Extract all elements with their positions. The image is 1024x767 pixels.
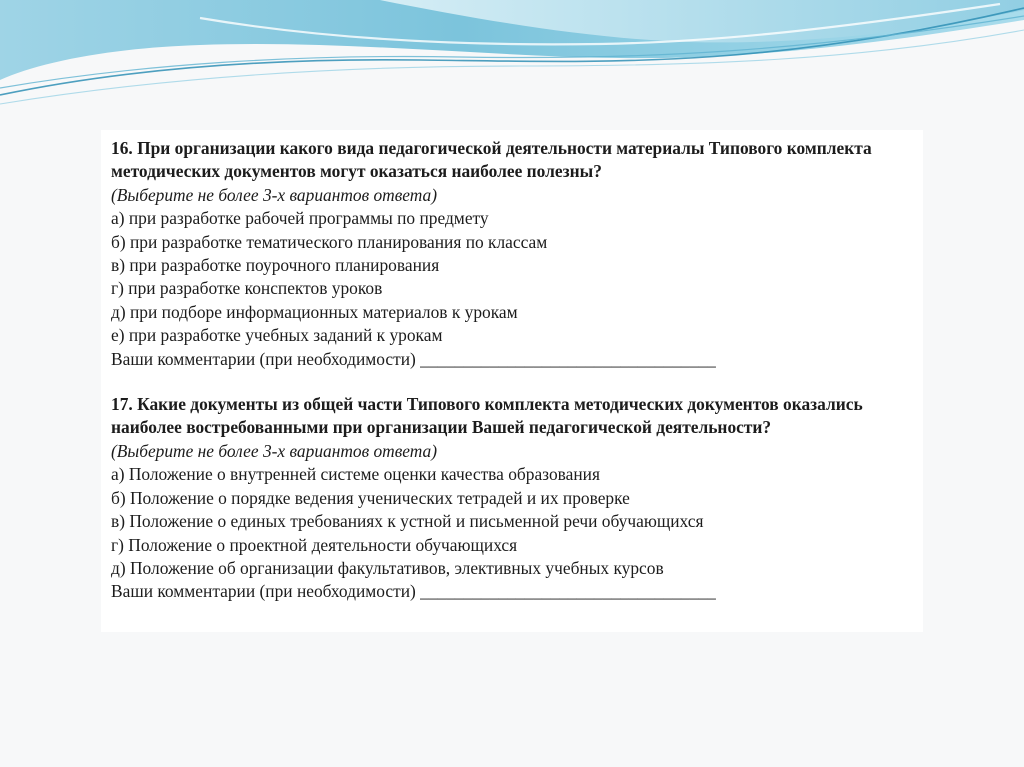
question-17-option-e: д) Положение об организации факультативов, элективных учебных курсов (111, 557, 664, 578)
question-17-option-b: б) Положение о порядке ведения ученических тетрадей и их проверке (111, 487, 630, 508)
question-17-option-a: а) Положение о внутренней системе оценки качества образования (111, 464, 600, 485)
question-16-option-e: д) при подборе информационных материалов к урокам (111, 301, 518, 322)
question-16-title: 16. При организации какого вида педагогической деятельности материалы Типового комплекта методических документов могут оказаться наиболее полезны? (111, 138, 872, 182)
question-17-option-c: в) Положение о единых требованиях к устной и письменной речи обучающихся (111, 511, 704, 532)
question-17-comment: Ваши комментарии (при необходимости) __________________________________ (111, 581, 716, 602)
question-spacer (111, 371, 911, 393)
question-17-instruction: (Выберите не более 3-х вариантов ответа) (111, 440, 438, 461)
question-16-option-f: е) при разработке учебных заданий к урокам (111, 325, 443, 346)
question-17-option-d: г) Положение о проектной деятельности обучающихся (111, 534, 518, 555)
question-16-option-d: г) при разработке конспектов уроков (111, 278, 383, 299)
question-16-option-a: а) при разработке рабочей программы по предмету (111, 208, 489, 229)
wave-header-decoration (0, 0, 1024, 125)
question-17-title: 17. Какие документы из общей части Типового комплекта методических документов оказались наиболее востребованными при организации Вашей педагогической деятельности? (111, 394, 863, 438)
document-text (111, 137, 911, 604)
question-16-option-b: б) при разработке тематического планирования по классам (111, 231, 548, 252)
question-16-instruction: (Выберите не более 3-х вариантов ответа) (111, 184, 438, 205)
question-17 (111, 393, 911, 604)
question-16-option-c: в) при разработке поурочного планирования (111, 255, 440, 276)
question-16-comment: Ваши комментарии (при необходимости) __________________________________ (111, 348, 716, 369)
question-16 (111, 137, 911, 371)
